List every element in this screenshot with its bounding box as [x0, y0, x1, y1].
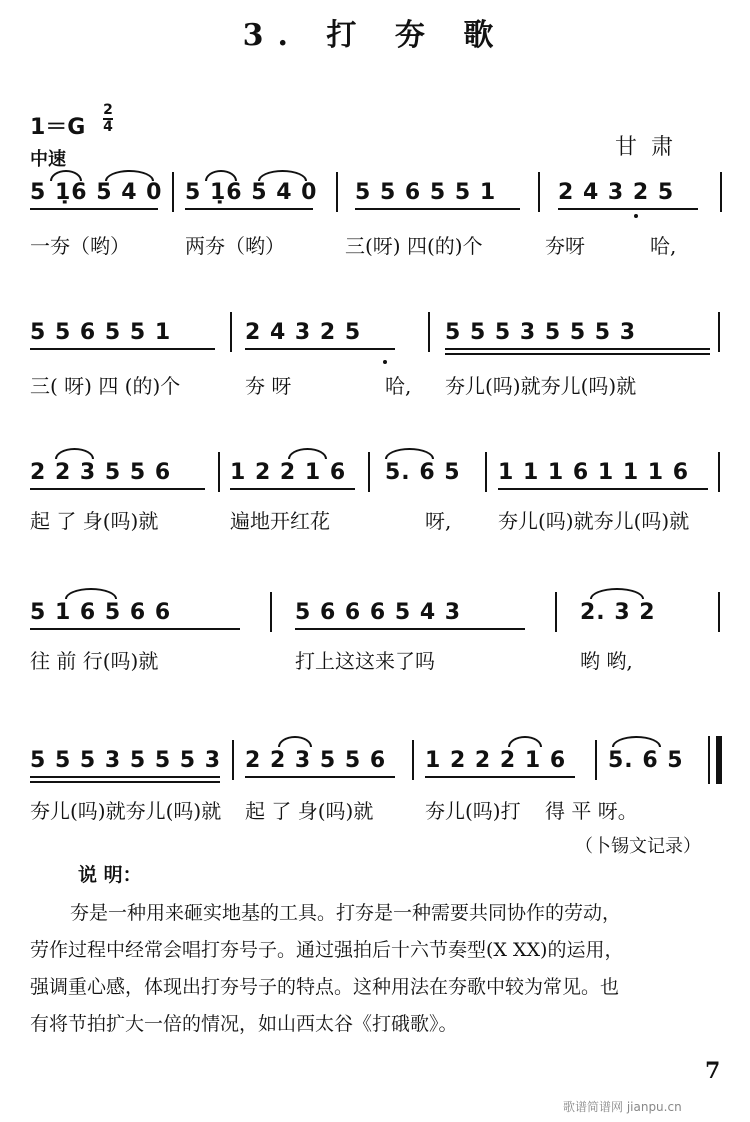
beam [498, 488, 708, 490]
measure-1-3: 5 5 6 5 5 1 [355, 180, 497, 205]
slur [55, 448, 94, 459]
barline [218, 452, 220, 492]
beam [445, 348, 710, 350]
region-label: 甘肃 [615, 135, 688, 160]
beam [295, 628, 525, 630]
lyric: 起 了 身(吗)就 [30, 509, 159, 533]
octave-dot [634, 214, 638, 218]
lyric: 夯儿(吗)打 [425, 799, 521, 823]
barline [368, 452, 370, 492]
measure-4-1: 5 1 6 5 6 6 [30, 600, 172, 625]
barline [232, 740, 234, 780]
barline [555, 592, 557, 632]
lyric: 哈, [650, 234, 677, 258]
final-barline-thin [708, 736, 710, 784]
barline [718, 312, 720, 352]
beam [355, 208, 520, 210]
lyric: 夯儿(吗)就夯儿(吗)就 [498, 509, 690, 533]
lyric: 一夯（哟） [30, 234, 130, 258]
measure-1-4: 2 4 3 2 5 [558, 180, 675, 205]
beam [30, 776, 220, 778]
beam [30, 348, 215, 350]
measure-1-1: 5 1̣6 5 4 0 [30, 180, 163, 205]
measure-3-4: 1 1 1 6 1 1 1 6 [498, 460, 690, 485]
barline [718, 452, 720, 492]
slur [508, 736, 542, 747]
measure-5-1: 5 5 5 3 5 5 5 3 [30, 748, 222, 773]
lyric: 三(呀) 四(的)个 [345, 234, 483, 258]
measure-5-2: 2 2 3 5 5 6 [245, 748, 387, 773]
barline [336, 172, 338, 212]
beam [445, 353, 710, 355]
slur [258, 170, 307, 181]
explanation-line: 强调重心感，体现出打夯号子的特点。这种用法在夯歌中较为常见。也 [30, 976, 620, 998]
barline [595, 740, 597, 780]
lyric: 起 了 身(吗)就 [245, 799, 374, 823]
explanation-paragraph [30, 895, 730, 1043]
final-barline-thick [716, 736, 722, 784]
slur [50, 170, 82, 181]
beam [30, 628, 240, 630]
time-signature-top: 2 [103, 102, 113, 118]
measure-4-2: 5 6 6 6 5 4 3 [295, 600, 462, 625]
explanation-line: 有将节拍扩大一倍的情况，如山西太谷《打硪歌》。 [30, 1013, 458, 1035]
beam [425, 776, 575, 778]
key-signature: 1＝G [30, 115, 86, 140]
barline [538, 172, 540, 212]
measure-3-3: 5. 6 5 [385, 460, 461, 485]
slur [278, 736, 312, 747]
beam [185, 208, 313, 210]
slur [612, 736, 661, 747]
lyric: 三( 呀) 四 (的)个 [30, 374, 181, 398]
beam [245, 348, 395, 350]
measure-4-3: 2. 3 2 [580, 600, 656, 625]
lyric: 呀, [425, 509, 452, 533]
lyric: 哈, [385, 374, 412, 398]
beam [558, 208, 698, 210]
lyric: 夯儿(吗)就夯儿(吗)就 [30, 799, 222, 823]
lyric: 夯儿(吗)就夯儿(吗)就 [445, 374, 637, 398]
measure-2-1: 5 5 6 5 5 1 [30, 320, 172, 345]
time-signature-bottom: 4 [103, 119, 113, 135]
lyric: 遍地开红花 [230, 509, 330, 533]
lyric: 往 前 行(吗)就 [30, 649, 159, 673]
lyric: 打上这这来了吗 [295, 649, 435, 673]
slur [385, 448, 434, 459]
barline [485, 452, 487, 492]
slur [105, 170, 154, 181]
measure-3-2: 1 2 2 1 6 [230, 460, 347, 485]
barline [230, 312, 232, 352]
lyric: 两夯（哟） [185, 234, 285, 258]
barline [412, 740, 414, 780]
watermark: 歌谱简谱网 jianpu.cn [563, 1100, 682, 1114]
barline [428, 312, 430, 352]
explanation-line: 劳作过程中经常会唱打夯号子。通过强拍后十六节奏型(X XX)的运用， [30, 939, 624, 961]
barline [270, 592, 272, 632]
slur [288, 448, 327, 459]
measure-2-2: 2 4 3 2 5 [245, 320, 362, 345]
explanation-line: 夯是一种用来砸实地基的工具。打夯是一种需要共同协作的劳动， [70, 902, 622, 924]
measure-5-3: 1 2 2 2 1 6 [425, 748, 567, 773]
measure-2-3: 5 5 5 3 5 5 5 3 [445, 320, 637, 345]
page-number: 7 [705, 1058, 721, 1084]
barline [718, 592, 720, 632]
beam [30, 488, 205, 490]
beam [30, 781, 220, 783]
barline [172, 172, 174, 212]
beam [245, 776, 395, 778]
measure-5-4: 5. 6 5 [608, 748, 684, 773]
lyric: 夯 呀 [245, 374, 292, 398]
beam [230, 488, 355, 490]
beam [30, 208, 158, 210]
slur [590, 588, 644, 599]
tempo-marking: 中速 [30, 149, 66, 170]
slur [205, 170, 237, 181]
measure-1-2: 5 1̣6 5 4 0 [185, 180, 318, 205]
lyric: 哟 哟, [580, 649, 633, 673]
measure-3-1: 2 2 3 5 5 6 [30, 460, 172, 485]
notes-heading: 说 明： [78, 864, 142, 886]
time-signature [103, 104, 113, 134]
transcriber-credit: （卜锡文记录） [575, 836, 701, 857]
lyric: 夯呀 [545, 234, 585, 258]
octave-dot [383, 360, 387, 364]
lyric: 得 平 呀。 [545, 799, 638, 823]
slur [65, 588, 117, 599]
barline [720, 172, 722, 212]
song-title: 3. 打 夯 歌 [242, 18, 508, 53]
